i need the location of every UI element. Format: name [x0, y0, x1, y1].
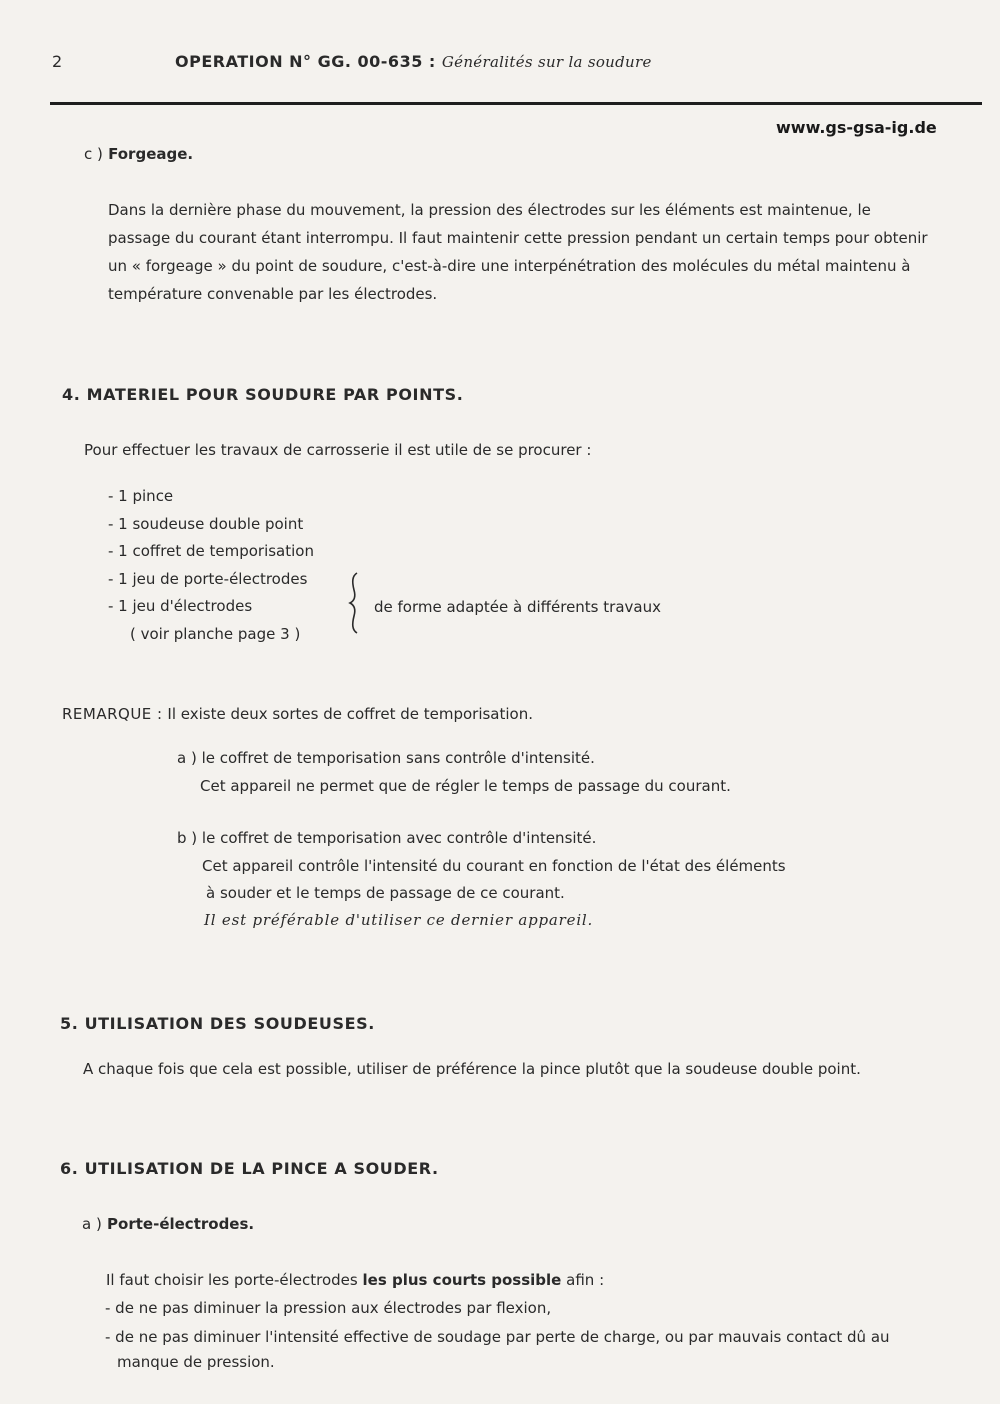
remark-b-title: b ) le coffret de temporisation avec contrôle d'intensité.	[177, 829, 597, 847]
section-6-title: 6. UTILISATION DE LA PINCE A SOUDER.	[60, 1159, 439, 1178]
section-5-title: 5. UTILISATION DES SOUDEUSES.	[60, 1014, 375, 1033]
paragraph-line: un « forgeage » du point de soudure, c'est-à-dire une interpénétration des molécules du métal maintenu à	[108, 257, 911, 275]
porte-electrodes-title: Porte-électrodes.	[107, 1215, 255, 1233]
list-item: - 1 soudeuse double point	[108, 514, 304, 533]
porte-electrodes-prefix: a )	[82, 1215, 102, 1233]
paragraph-line: température convenable par les électrodes.	[108, 285, 438, 303]
header-rule	[50, 102, 982, 105]
section-6-item-cont: manque de pression.	[117, 1353, 275, 1371]
section-6-item: - de ne pas diminuer la pression aux électrodes par flexion,	[105, 1299, 552, 1317]
remark-label: REMARQUE :	[62, 705, 163, 723]
forgeage-heading	[84, 145, 193, 163]
list-item: - 1 jeu d'électrodes	[108, 597, 253, 615]
remark-b-note: Il est préférable d'utiliser ce dernier appareil.	[204, 911, 594, 929]
remark-text: Il existe deux sortes de coffret de temporisation.	[167, 705, 533, 723]
list-item: - 1 pince	[108, 487, 174, 505]
forgeage-prefix: c )	[84, 145, 103, 163]
remark-b-line: à souder et le temps de passage de ce courant.	[206, 884, 565, 902]
website-watermark: www.gs-gsa-ig.de	[776, 118, 937, 137]
intro-text: Il faut choisir les porte-électrodes	[106, 1271, 358, 1289]
list-item-note: ( voir planche page 3 )	[130, 624, 301, 643]
brace-note: de forme adaptée à différents travaux	[374, 598, 661, 616]
porte-electrodes-heading	[82, 1215, 254, 1233]
section-6-intro	[106, 1271, 604, 1289]
intro-emphasis: les plus courts possible	[362, 1271, 562, 1289]
forgeage-paragraph	[108, 196, 928, 308]
remark-a-text: Cet appareil ne permet que de régler le temps de passage du courant.	[200, 777, 731, 795]
remark-b-line: Cet appareil contrôle l'intensité du courant en fonction de l'état des éléments	[202, 857, 786, 875]
curly-brace-icon	[348, 572, 364, 634]
header-subtitle: Généralités sur la soudure	[441, 53, 652, 71]
paragraph-line: passage du courant étant interrompu. Il faut maintenir cette pression pendant un certain temps pour obtenir	[108, 229, 928, 247]
remark-a-title: a ) le coffret de temporisation sans contrôle d'intensité.	[177, 749, 595, 767]
section-6-item: - de ne pas diminuer l'intensité effective de soudage par perte de charge, ou par mauvais contact dû au	[105, 1328, 890, 1346]
section-4-title: 4. MATERIEL POUR SOUDURE PAR POINTS.	[62, 385, 464, 404]
forgeage-title: Forgeage.	[108, 145, 194, 163]
page-number: 2	[52, 52, 63, 71]
paragraph-line: Dans la dernière phase du mouvement, la pression des électrodes sur les éléments est maintenue, le	[108, 201, 871, 219]
section-4-intro: Pour effectuer les travaux de carrosserie il est utile de se procurer :	[84, 441, 592, 459]
list-item: - 1 coffret de temporisation	[108, 542, 314, 560]
intro-text: afin :	[566, 1271, 605, 1289]
remark	[62, 705, 533, 723]
section-5-text: A chaque fois que cela est possible, utiliser de préférence la pince plutôt que la soudeuse double point.	[83, 1060, 861, 1078]
document-header	[175, 52, 652, 71]
operation-number: OPERATION N° GG. 00-635 :	[175, 52, 436, 71]
list-item: - 1 jeu de porte-électrodes	[108, 569, 308, 588]
equipment-list	[108, 483, 314, 648]
